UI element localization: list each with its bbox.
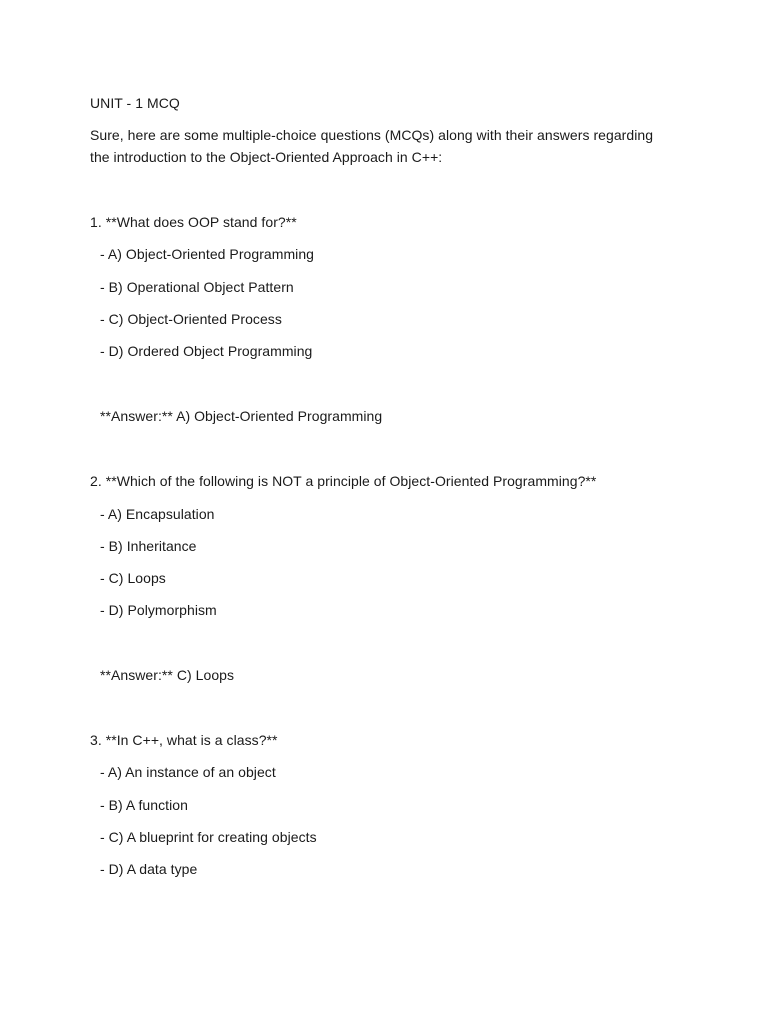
question-3-option-b: - B) A function — [100, 797, 188, 813]
question-1: 1. **What does OOP stand for?** — [90, 214, 297, 230]
question-1-option-c: - C) Object-Oriented Process — [100, 311, 282, 327]
question-3: 3. **In C++, what is a class?** — [90, 732, 278, 748]
question-2-option-a: - A) Encapsulation — [100, 506, 215, 522]
question-3-option-d: - D) A data type — [100, 861, 198, 877]
question-2: 2. **Which of the following is NOT a principle of Object-Oriented Programming?** — [90, 473, 597, 489]
question-2-option-d: - D) Polymorphism — [100, 602, 217, 618]
question-1-answer: **Answer:** A) Object-Oriented Programming — [100, 408, 383, 424]
question-2-option-c: - C) Loops — [100, 570, 166, 586]
question-3-option-a: - A) An instance of an object — [100, 764, 276, 780]
document-heading: UNIT - 1 MCQ — [90, 95, 180, 111]
question-2-answer: **Answer:** C) Loops — [100, 667, 235, 683]
intro-text-line-2: the introduction to the Object-Oriented Approach in C++: — [90, 149, 443, 165]
question-1-option-b: - B) Operational Object Pattern — [100, 279, 294, 295]
question-1-option-d: - D) Ordered Object Programming — [100, 343, 313, 359]
intro-text-line-1: Sure, here are some multiple-choice questions (MCQs) along with their answers regarding — [90, 127, 654, 143]
question-3-option-c: - C) A blueprint for creating objects — [100, 829, 317, 845]
question-1-option-a: - A) Object-Oriented Programming — [100, 246, 315, 262]
question-2-option-b: - B) Inheritance — [100, 538, 197, 554]
